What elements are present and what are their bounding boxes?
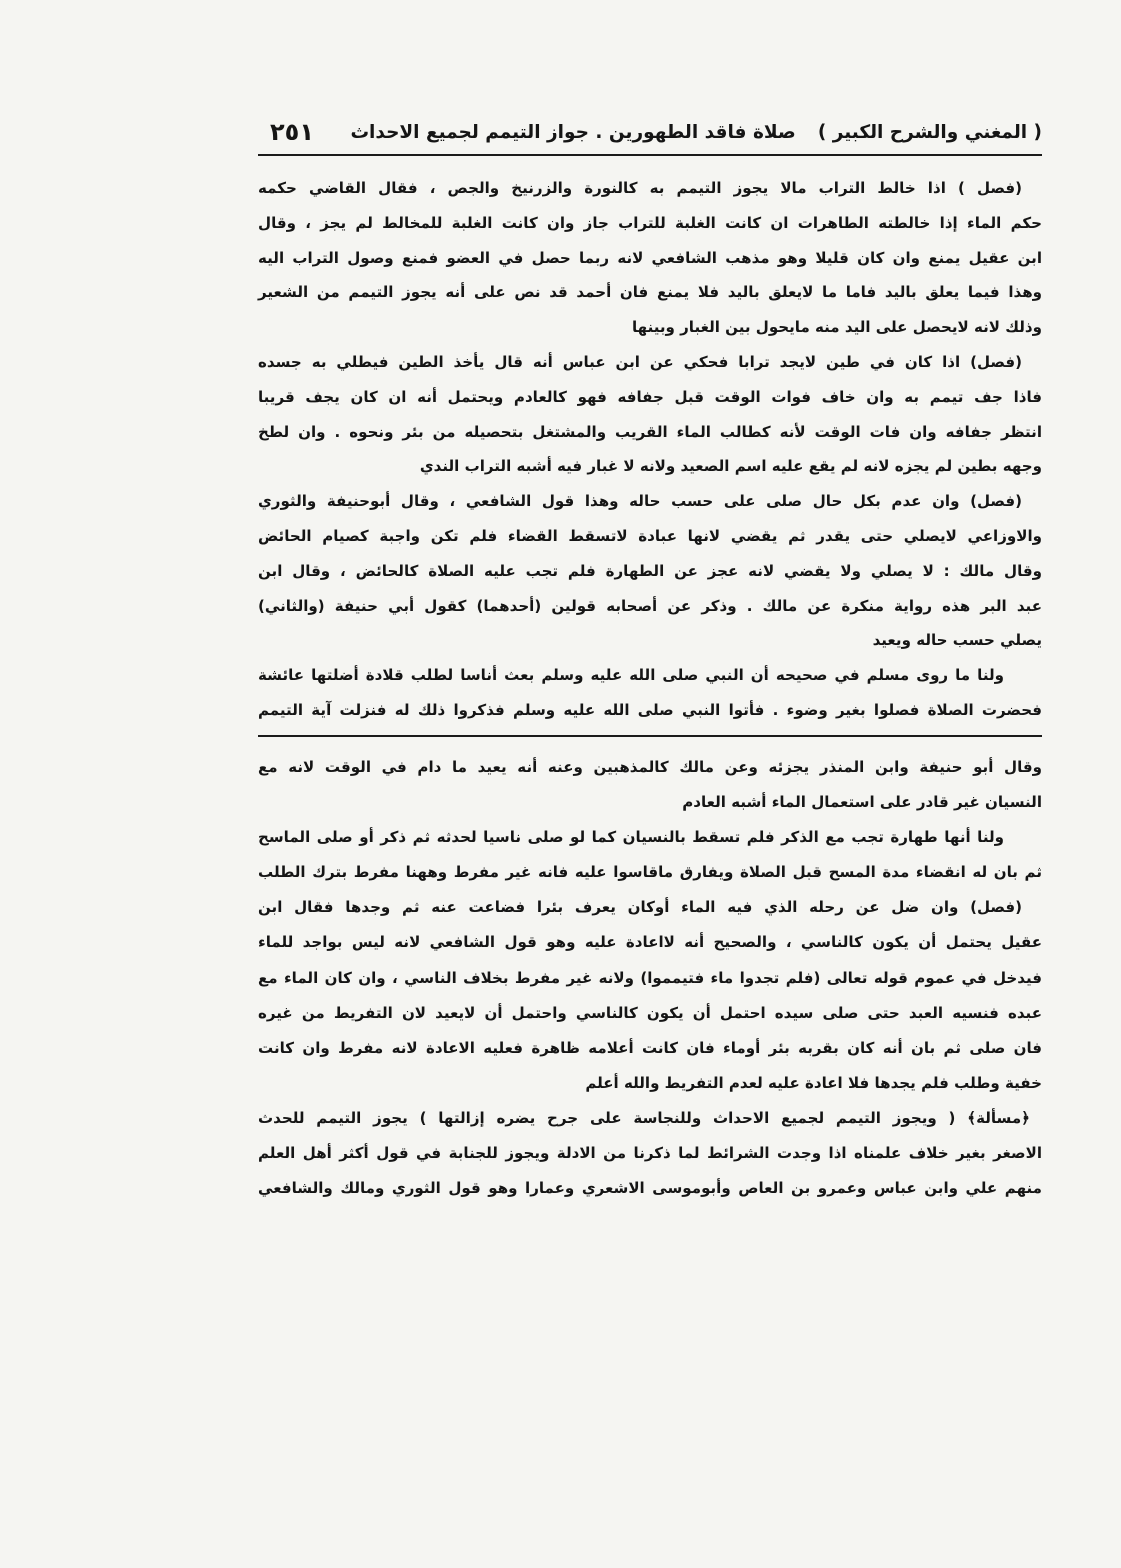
- text-line: حكم الماء إذا خالطته الطاهرات ان كانت الغلبة للتراب جاز وان كانت الغلبة للمخالط لم يجز ، وقال: [258, 213, 1042, 232]
- text-line: عبد البر هذه رواية منكرة عن مالك . وذكر عن أصحابه قولين (أحدهما) كقول أبي حنيفة (والثاني): [258, 596, 1042, 615]
- text-line: عقيل يحتمل أن يكون كالناسي ، والصحيح أنه لااعادة عليه وهو قول الشافعي لانه ليس بواجد للماء: [258, 933, 1042, 952]
- text-line: ولنا أنها طهارة تجب مع الذكر فلم تسقط بالنسيان كما لو صلى ناسيا لحدثه ثم ذكر أو صلى الماسح: [258, 828, 1004, 847]
- text-line: والاوزاعي لايصلي حتى يقدر ثم يقضي لانها عبادة لاتسقط القضاء فلم تكن واجبة كصيام الحائض: [258, 526, 1042, 545]
- text-line: ابن عقيل يمنع وان كان قليلا وهو مذهب الشافعي لانه ربما حصل في العضو فمنع وصول التراب اليه: [258, 248, 1042, 267]
- text-line: خفية وطلب فلم يجدها فلا اعادة عليه لعدم التفريط والله أعلم: [585, 1073, 1042, 1092]
- page-number: ٢٥١: [270, 118, 315, 146]
- text-line: ولنا ما روى مسلم في صحيحه أن النبي صلى الله عليه وسلم بعث أناسا لطلب قلادة أضلتها عائشة: [258, 666, 1004, 685]
- section-divider: [258, 735, 1042, 737]
- text-line: وقال مالك : لا يصلي ولا يقضي لانه عجز عن الطهارة فلم تجب عليه الصلاة كالحائض ، وقال ابن: [258, 561, 1042, 580]
- text-line: ﴿مسألة﴾ ( ويجوز التيمم لجميع الاحداث وللنجاسة على جرح يضره إزالتها ) يجوز التيمم للحدث: [258, 1108, 1030, 1127]
- text-line: وقال أبو حنيفة وابن المنذر يجزئه وعن مالك كالمذهبين وعنه أنه يعيد ما دام في الوقت لانه مع: [258, 758, 1042, 776]
- text-line: فان صلى ثم بان أنه كان بقربه بئر أوماء فان كانت أعلامه ظاهرة فعليه الاعادة لانه مفرط وان كانت: [258, 1038, 1042, 1057]
- running-title: صلاة فاقد الطهورين . جواز التيمم لجميع الاحداث: [350, 121, 796, 143]
- book-title: ( المغني والشرح الكبير ): [817, 121, 1042, 143]
- text-line: يصلي حسب حاله ويعيد: [872, 631, 1042, 650]
- text-line: فاذا جف تيمم به وان خاف فوات الوقت قبل جفافه فهو كالعادم ويحتمل أنه ان كان يجف قريبا: [258, 387, 1042, 406]
- text-line: منهم علي وابن عباس وعمرو بن العاص وأبوموسى الاشعري وعمارا وهو قول الثوري ومالك والشافعي: [258, 1179, 1042, 1198]
- text-line: فيدخل في عموم قوله تعالى (فلم تجدوا ماء فتيمموا) ولانه غير مفرط بخلاف الناسي ، وان كان الماء مع: [258, 968, 1042, 987]
- text-line: (فصل) وان ضل عن رحله الذي فيه الماء أوكان يعرف بئرا فضاعت عنه ثم وجدها فقال ابن: [258, 898, 1022, 917]
- page-header: [258, 112, 1042, 152]
- text-line: النسيان غير قادر على استعمال الماء أشبه العادم: [682, 793, 1042, 812]
- text-line: وهذا فيما يعلق باليد فاما ما لايعلق باليد فلا يمنع فان أحمد قد نص على أنه يجوز التيمم من الشعير: [258, 283, 1042, 302]
- text-line: (فصل) اذا كان في طين لايجد ترابا فحكي عن ابن عباس أنه قال يأخذ الطين فيطلي به جسده: [258, 352, 1022, 371]
- text-line: (فصل) وان عدم بكل حال صلى على حسب حاله وهذا قول الشافعي ، وقال أبوحنيفة والثوري: [258, 492, 1022, 511]
- text-line: انتظر جفافه وان فات الوقت لأنه كطالب الماء القريب والمشتغل بتحصيله من بئر ونحوه . وان لطخ: [258, 422, 1042, 441]
- text-line: الاصغر بغير خلاف علمناه اذا وجدت الشرائط لما ذكرنا من الادلة ويجوز للجنابة في قول أكثر أهل العلم: [258, 1144, 1042, 1163]
- text-line: وجهه بطين لم يجزه لانه لم يقع عليه اسم الصعيد ولانه لا غبار فيه أشبه التراب الندي: [419, 457, 1042, 476]
- text-line: فحضرت الصلاة فصلوا بغير وضوء . فأتوا النبي صلى الله عليه وسلم فذكروا ذلك له فنزلت آية التيمم: [258, 700, 1042, 719]
- commentary-section: [258, 750, 1042, 1206]
- main-text-section: [258, 171, 1042, 728]
- header-rule: [258, 154, 1042, 156]
- text-line: عبده فنسيه العبد حتى صلى سيده احتمل أن يكون كالناسي واحتمل أن لايعيد لان التفريط من غيره: [258, 1003, 1042, 1022]
- text-line: ثم بان له انقضاء مدة المسح قبل الصلاة ويفارق ماقاسوا عليه فانه غير مفرط وههنا مفرط بترك الطلب: [258, 863, 1042, 882]
- text-line: وذلك لانه لايحصل على اليد منه مايحول بين الغبار وبينها: [631, 318, 1042, 337]
- text-line: (فصل ) اذا خالط التراب مالا يجوز التيمم به كالنورة والزرنيخ والجص ، فقال القاضي حكمه: [258, 179, 1022, 197]
